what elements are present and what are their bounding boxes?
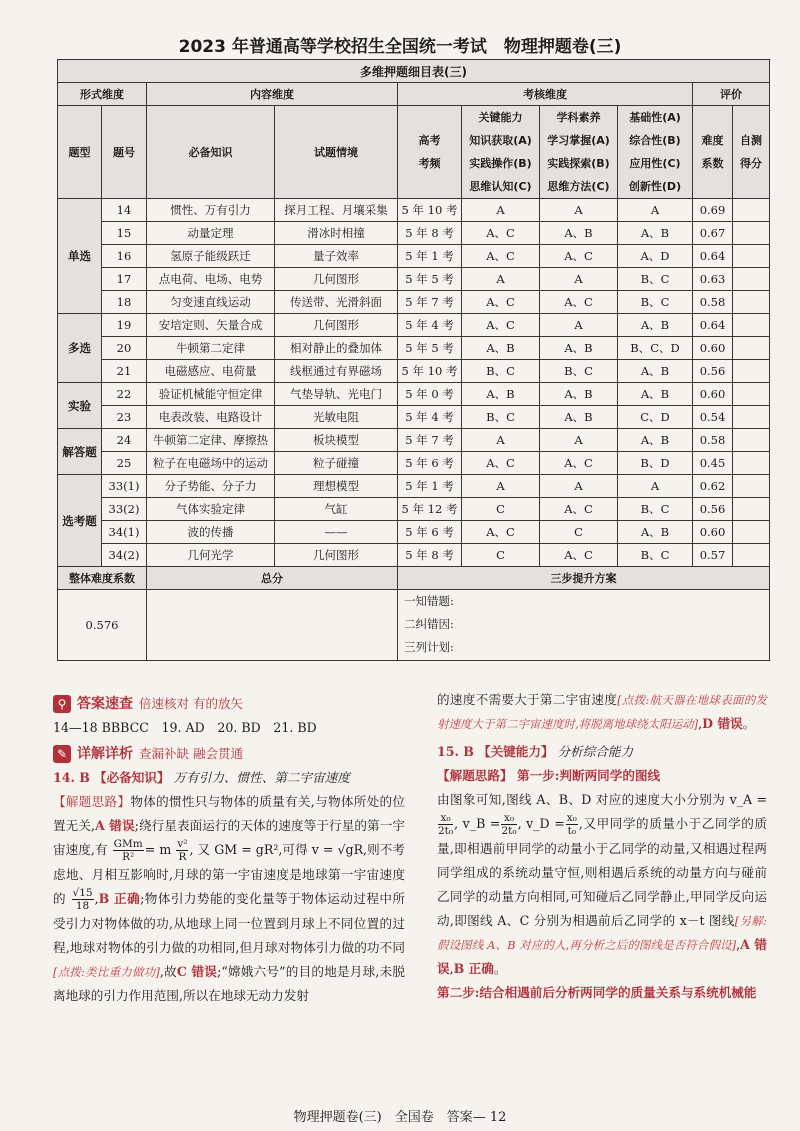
- cell-basic: C、D: [618, 406, 693, 429]
- cell-context: 几何图形: [275, 544, 398, 567]
- cell-knowledge: 电磁感应、电荷量: [147, 360, 275, 383]
- cell-basic: A: [618, 475, 693, 498]
- cell-num: 15: [102, 222, 147, 245]
- cell-freq: 5 年 12 考: [398, 498, 462, 521]
- cell-ability: A、B: [462, 337, 540, 360]
- cell-basic: A、B: [618, 383, 693, 406]
- cell-self-score: [733, 521, 770, 544]
- table-row: [58, 406, 770, 429]
- cell-knowledge: 粒子在电磁场中的运动: [147, 452, 275, 475]
- cell-self-score: [733, 222, 770, 245]
- header-self: 自测 得分: [733, 106, 770, 199]
- cell-ability: A: [462, 199, 540, 222]
- group-form: 形式维度: [58, 83, 147, 106]
- cell-context: 气缸: [275, 498, 398, 521]
- cell-freq: 5 年 5 考: [398, 268, 462, 291]
- cell-self-score: [733, 429, 770, 452]
- cell-self-score: [733, 475, 770, 498]
- cell-self-score: [733, 291, 770, 314]
- category-cell: 单选: [58, 199, 102, 314]
- cell-literacy: A、B: [540, 337, 618, 360]
- cell-self-score: [733, 360, 770, 383]
- cell-freq: 5 年 10 考: [398, 199, 462, 222]
- total-score-cell: [147, 590, 398, 661]
- cell-num: 16: [102, 245, 147, 268]
- group-content: 内容维度: [147, 83, 398, 106]
- cell-basic: A、B: [618, 360, 693, 383]
- cell-context: 传送带、光滑斜面: [275, 291, 398, 314]
- q14-continued: 的速度不需要大于第二宇宙速度[点拨:航天器在地球表面的发射速度大于第二宇宙速度时,将脱离地球绕太阳运动],D 错误。: [437, 692, 767, 731]
- table-caption: 多维押题细目表(三): [58, 60, 770, 83]
- header-knowledge: 必备知识: [147, 106, 275, 199]
- cell-basic: A、D: [618, 245, 693, 268]
- cell-freq: 5 年 8 考: [398, 222, 462, 245]
- table-row: [58, 337, 770, 360]
- cell-basic: B、D: [618, 452, 693, 475]
- cell-num: 34(2): [102, 544, 147, 567]
- analysis-section-header: ✎ 详解详析 查漏补缺 融会贯通: [53, 742, 405, 766]
- cell-knowledge: 惯性、万有引力: [147, 199, 275, 222]
- category-cell: 多选: [58, 314, 102, 383]
- cell-literacy: A、C: [540, 544, 618, 567]
- header-difficulty: 难度 系数: [693, 106, 733, 199]
- cell-ability: A: [462, 475, 540, 498]
- group-eval: 评价: [693, 83, 770, 106]
- cell-literacy: A: [540, 429, 618, 452]
- cell-diff: 0.64: [693, 314, 733, 337]
- header-context: 试题情境: [275, 106, 398, 199]
- cell-num: 24: [102, 429, 147, 452]
- cell-diff: 0.60: [693, 337, 733, 360]
- table-row: [58, 291, 770, 314]
- header-num: 题号: [102, 106, 147, 199]
- cell-knowledge: 牛顿第二定律、摩擦热: [147, 429, 275, 452]
- cell-context: 滑冰时相撞: [275, 222, 398, 245]
- cell-num: 33(1): [102, 475, 147, 498]
- cell-basic: A、B: [618, 521, 693, 544]
- cell-self-score: [733, 199, 770, 222]
- cell-ability: A、C: [462, 314, 540, 337]
- cell-freq: 5 年 1 考: [398, 475, 462, 498]
- table-row: [58, 475, 770, 498]
- cell-freq: 5 年 4 考: [398, 406, 462, 429]
- answer-section-header: ⚲ 答案速查 倍速核对 有的放矢: [53, 692, 405, 716]
- cell-basic: B、C: [618, 544, 693, 567]
- cell-context: 板块模型: [275, 429, 398, 452]
- cell-knowledge: 安培定则、矢量合成: [147, 314, 275, 337]
- cell-basic: B、C、D: [618, 337, 693, 360]
- category-cell: 实验: [58, 383, 102, 429]
- cell-self-score: [733, 268, 770, 291]
- table-row: [58, 383, 770, 406]
- overall-value: 0.576: [58, 590, 147, 661]
- table-row: [58, 360, 770, 383]
- header-ability: 关键能力 知识获取(A) 实践操作(B) 思维认知(C): [462, 106, 540, 199]
- cell-num: 23: [102, 406, 147, 429]
- cell-context: 量子效率: [275, 245, 398, 268]
- cell-ability: A、C: [462, 521, 540, 544]
- cell-self-score: [733, 383, 770, 406]
- cell-freq: 5 年 1 考: [398, 245, 462, 268]
- cell-freq: 5 年 0 考: [398, 383, 462, 406]
- cell-diff: 0.58: [693, 291, 733, 314]
- document-icon: ✎: [53, 745, 71, 763]
- cell-freq: 5 年 4 考: [398, 314, 462, 337]
- cell-diff: 0.62: [693, 475, 733, 498]
- cell-freq: 5 年 6 考: [398, 521, 462, 544]
- cell-knowledge: 匀变速直线运动: [147, 291, 275, 314]
- cell-num: 14: [102, 199, 147, 222]
- header-literacy: 学科素养 学习掌握(A) 实践探索(B) 思维方法(C): [540, 106, 618, 199]
- cell-self-score: [733, 498, 770, 521]
- cell-freq: 5 年 7 考: [398, 291, 462, 314]
- cell-diff: 0.57: [693, 544, 733, 567]
- q14-body: 【解题思路】物体的惯性只与物体的质量有关,与物体所处的位置无关,A 错误;绕行星表面运行的天体的速度等于行星的第一宇宙速度,有 $\frac{\text{GMm}}{\text{R²}}$ = m $\frac{\text{v²}}{R}$ , 又 GM = gR²,可得 v = √gR,则不考虑地、月相互影响时,月球的第一宇宙速度是地球第一宇宙速度的 $\frac{√15}{18}$ ,B 正确;物体引力势能的变化量等于物体运动过程中所受引力对物体做的功,从地球上同一位置到月球上不同位置的过程,地球对物体的引力做的功相同,但月球对物体引力做的功不同[点拨:类比重力做功],故C 错误;“嫦娥六号”的目的地是月球,未脱离地球的引力作用范围,所以在地球无动力发射: [53, 794, 406, 1003]
- cell-knowledge: 几何光学: [147, 544, 275, 567]
- cell-context: 光敏电阻: [275, 406, 398, 429]
- cell-ability: B、C: [462, 406, 540, 429]
- cell-self-score: [733, 337, 770, 360]
- cell-ability: A、C: [462, 452, 540, 475]
- cell-context: ——: [275, 521, 398, 544]
- cell-basic: A、B: [618, 429, 693, 452]
- cell-literacy: A、C: [540, 291, 618, 314]
- cell-basic: A、B: [618, 222, 693, 245]
- cell-ability: A、C: [462, 222, 540, 245]
- cell-self-score: [733, 406, 770, 429]
- cell-num: 20: [102, 337, 147, 360]
- cell-diff: 0.45: [693, 452, 733, 475]
- cell-knowledge: 电表改装、电路设计: [147, 406, 275, 429]
- q15-body: 由图象可知,图线 A、B、D 对应的速度大小分别为 v_A = $\frac{\text{x₀}}{\text{2t₀}}$ , v_B = $\frac{\text{x₀}}{\text{2t₀}}$ , v_D = $\frac{\text{x₀}}{\text{t₀}}$ ,又甲同学的质量小于乙同学的质量,即相遇前甲同学的动量小于乙同学的动量,又相遇过程两同学组成的系统动量守恒,则相遇后系统的动量方向与碰前乙同学的动量方向相同,可知碰后乙同学静止,甲同学反向运动,即图线 A、C 分别为相遇前后乙同学的 x－t 图线[另解:假设图线 A、B 对应的人,再分析之后的图线是否符合假设],A 错误,B 正确。: [437, 792, 767, 976]
- table-row: [58, 222, 770, 245]
- cell-diff: 0.64: [693, 245, 733, 268]
- cell-diff: 0.58: [693, 429, 733, 452]
- cell-ability: A、C: [462, 245, 540, 268]
- cell-ability: B、C: [462, 360, 540, 383]
- cell-literacy: A、C: [540, 245, 618, 268]
- magnifier-icon: ⚲: [53, 695, 71, 713]
- cell-diff: 0.54: [693, 406, 733, 429]
- cell-knowledge: 点电荷、电场、电势: [147, 268, 275, 291]
- cell-num: 33(2): [102, 498, 147, 521]
- cell-basic: A: [618, 199, 693, 222]
- header-type: 题型: [58, 106, 102, 199]
- table-row: [58, 268, 770, 291]
- cell-freq: 5 年 8 考: [398, 544, 462, 567]
- cell-context: 线框通过有界磁场: [275, 360, 398, 383]
- table-row: [58, 498, 770, 521]
- cell-ability: A: [462, 429, 540, 452]
- cell-diff: 0.60: [693, 383, 733, 406]
- total-label: 总分: [147, 567, 398, 590]
- cell-num: 25: [102, 452, 147, 475]
- cell-num: 22: [102, 383, 147, 406]
- cell-literacy: A、C: [540, 498, 618, 521]
- q15-step2: 第二步:结合相遇前后分析两同学的质量关系与系统机械能: [437, 985, 757, 1000]
- cell-literacy: A、B: [540, 222, 618, 245]
- right-column: [437, 688, 767, 1005]
- table-row: [58, 521, 770, 544]
- cell-basic: B、C: [618, 498, 693, 521]
- cell-knowledge: 波的传播: [147, 521, 275, 544]
- cell-knowledge: 验证机械能守恒定律: [147, 383, 275, 406]
- cell-num: 34(1): [102, 521, 147, 544]
- header-basic: 基础性(A) 综合性(B) 应用性(C) 创新性(D): [618, 106, 693, 199]
- cell-literacy: A、B: [540, 383, 618, 406]
- q15-step1: 【解题思路】 第一步:判断两同学的图线: [437, 768, 661, 783]
- cell-ability: C: [462, 498, 540, 521]
- table-row: [58, 314, 770, 337]
- cell-freq: 5 年 6 考: [398, 452, 462, 475]
- cell-basic: A、B: [618, 314, 693, 337]
- category-cell: 选考题: [58, 475, 102, 567]
- cell-ability: A、B: [462, 383, 540, 406]
- answer-line: 14—18 BBBCC 19. AD 20. BD 21. BD: [53, 720, 317, 735]
- cell-diff: 0.56: [693, 498, 733, 521]
- cell-num: 21: [102, 360, 147, 383]
- cell-knowledge: 牛顿第二定律: [147, 337, 275, 360]
- cell-num: 19: [102, 314, 147, 337]
- cell-literacy: A: [540, 314, 618, 337]
- page-footer: 物理押题卷(三) 全国卷 答案— 12: [293, 1110, 507, 1125]
- cell-num: 17: [102, 268, 147, 291]
- cell-freq: 5 年 10 考: [398, 360, 462, 383]
- table-row: [58, 544, 770, 567]
- plan-cell: 一知错题: 二纠错因: 三列计划:: [398, 590, 770, 661]
- cell-context: 探月工程、月壤采集: [275, 199, 398, 222]
- cell-basic: B、C: [618, 268, 693, 291]
- cell-knowledge: 分子势能、分子力: [147, 475, 275, 498]
- cell-context: 几何图形: [275, 314, 398, 337]
- cell-literacy: A: [540, 475, 618, 498]
- cell-context: 气垫导轨、光电门: [275, 383, 398, 406]
- cell-ability: A、C: [462, 291, 540, 314]
- cell-literacy: A: [540, 199, 618, 222]
- cell-literacy: A: [540, 268, 618, 291]
- q15-heading: 15. B 【关键能力】 分析综合能力: [437, 744, 634, 759]
- cell-basic: B、C: [618, 291, 693, 314]
- table-row: [58, 245, 770, 268]
- cell-ability: C: [462, 544, 540, 567]
- cell-diff: 0.56: [693, 360, 733, 383]
- cell-knowledge: 动量定理: [147, 222, 275, 245]
- left-column: [53, 690, 405, 1008]
- cell-context: 理想模型: [275, 475, 398, 498]
- header-freq: 高考 考频: [398, 106, 462, 199]
- cell-literacy: A、B: [540, 406, 618, 429]
- cell-literacy: C: [540, 521, 618, 544]
- plan-label: 三步提升方案: [398, 567, 770, 590]
- cell-knowledge: 氢原子能级跃迁: [147, 245, 275, 268]
- category-cell: 解答题: [58, 429, 102, 475]
- table-row: [58, 199, 770, 222]
- cell-literacy: A、C: [540, 452, 618, 475]
- table-row: [58, 452, 770, 475]
- cell-context: 相对静止的叠加体: [275, 337, 398, 360]
- cell-freq: 5 年 5 考: [398, 337, 462, 360]
- cell-self-score: [733, 452, 770, 475]
- cell-diff: 0.67: [693, 222, 733, 245]
- page-title: 2023 年普通高等学校招生全国统一考试 物理押题卷(三): [178, 37, 622, 57]
- cell-self-score: [733, 544, 770, 567]
- cell-diff: 0.69: [693, 199, 733, 222]
- cell-ability: A: [462, 268, 540, 291]
- cell-num: 18: [102, 291, 147, 314]
- cell-self-score: [733, 314, 770, 337]
- cell-diff: 0.63: [693, 268, 733, 291]
- cell-context: 粒子碰撞: [275, 452, 398, 475]
- cell-literacy: B、C: [540, 360, 618, 383]
- group-exam: 考核维度: [398, 83, 693, 106]
- table-row: [58, 429, 770, 452]
- q14-heading: 14. B 【必备知识】 万有引力、惯性、第二宇宙速度: [53, 770, 350, 785]
- overall-label: 整体难度系数: [58, 567, 147, 590]
- cell-freq: 5 年 7 考: [398, 429, 462, 452]
- detail-table: [57, 59, 769, 661]
- cell-context: 几何图形: [275, 268, 398, 291]
- cell-diff: 0.60: [693, 521, 733, 544]
- cell-self-score: [733, 245, 770, 268]
- cell-knowledge: 气体实验定律: [147, 498, 275, 521]
